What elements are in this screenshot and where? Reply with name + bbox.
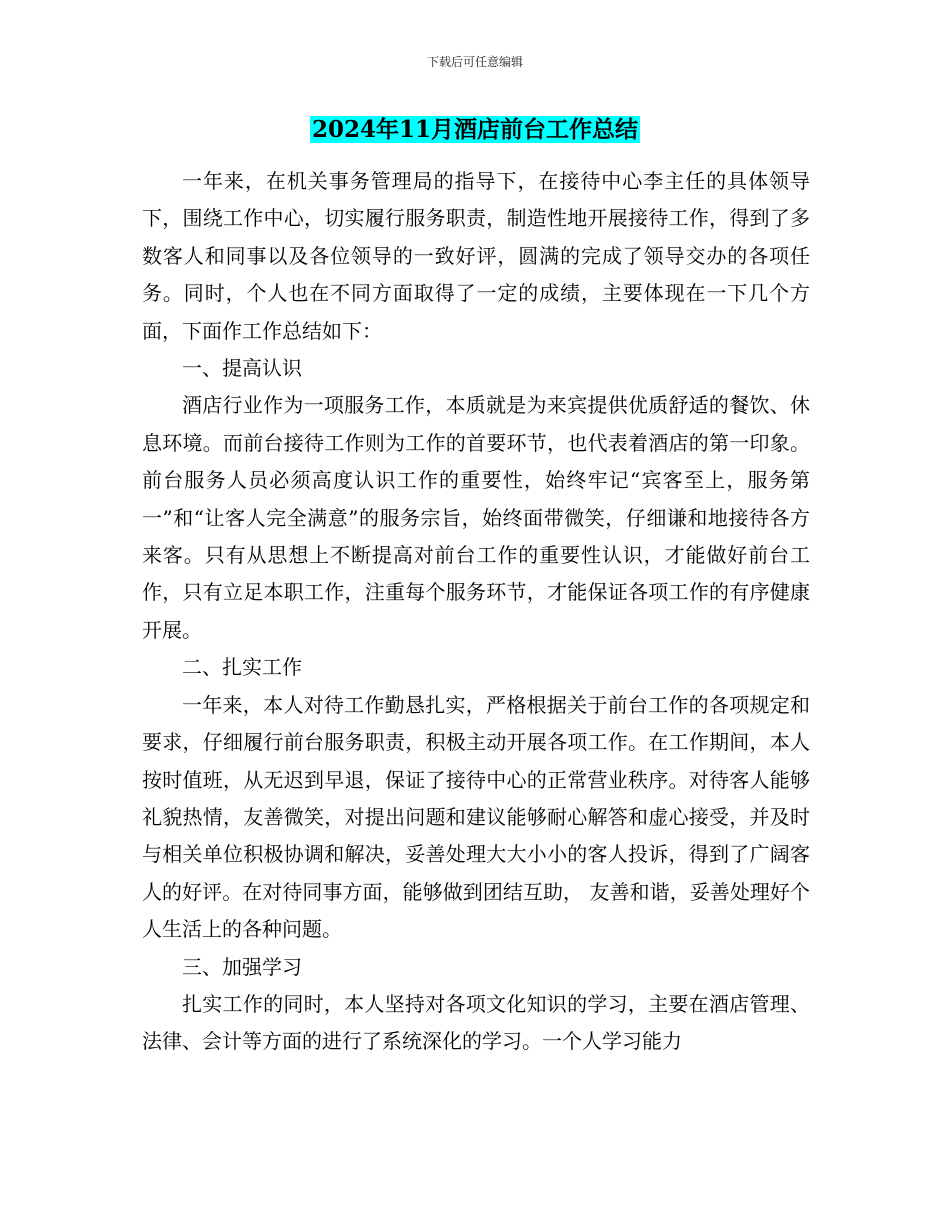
paragraph-section-3: 扎实工作的同时，本人坚持对各项文化知识的学习，主要在酒店管理、法律、会计等方面的进行了系统深化的学习。一个人学习能力 <box>142 991 810 1054</box>
section-heading-1: 一、提高认识 <box>182 356 302 381</box>
page-header-note: 下载后可任意编辑 <box>426 55 523 69</box>
document-title <box>0 113 950 147</box>
paragraph-section-2: 一年来，本人对待工作勤恳扎实，严格根据关于前台工作的各项规定和要求，仔细履行前台服务职责，积极主动开展各项工作。在工作期间，本人按时值班，从无迟到早退，保证了接待中心的正常营业秩序。对待客人能够礼貌热情，友善微笑，对提出问题和建议能够耐心解答和虚心接受，并及时与相关单位积极协调和解决，妥善处理大大小小的客人投诉，得到了广阔客人的好评。在对待同事方面，能够做到团结互助， 友善和谐，妥善处理好个人生活上的各种问题。 <box>142 692 810 942</box>
paragraph-section-1: 酒店行业作为一项服务工作，本质就是为来宾提供优质舒适的餐饮、休息环境。而前台接待工作则为工作的首要环节，也代表着酒店的第一印象。前台服务人员必须高度认识工作的重要性，始终牢记“宾客至上，服务第一”和“让客人完全满意”的服务宗旨，始终面带微笑，仔细谦和地接待各方来客。只有从思想上不断提高对前台工作的重要性认识，才能做好前台工作，只有立足本职工作，注重每个服务环节，才能保证各项工作的有序健康开展。 <box>142 393 810 642</box>
paragraph-intro: 一年来，在机关事务管理局的指导下，在接待中心李主任的具体领导下，围绕工作中心，切实履行服务职责，制造性地开展接待工作，得到了多数客人和同事以及各位领导的一致好评，圆满的完成了领导交办的各项任务。同时，个人也在不同方面取得了一定的成绩，主要体现在一下几个方面，下面作工作总结如下： <box>142 169 810 343</box>
document-body <box>142 163 810 1061</box>
document-title-text: 2024年11月酒店前台工作总结 <box>311 116 639 143</box>
section-heading-2: 二、扎实工作 <box>182 655 302 680</box>
section-heading-3: 三、加强学习 <box>182 954 302 979</box>
